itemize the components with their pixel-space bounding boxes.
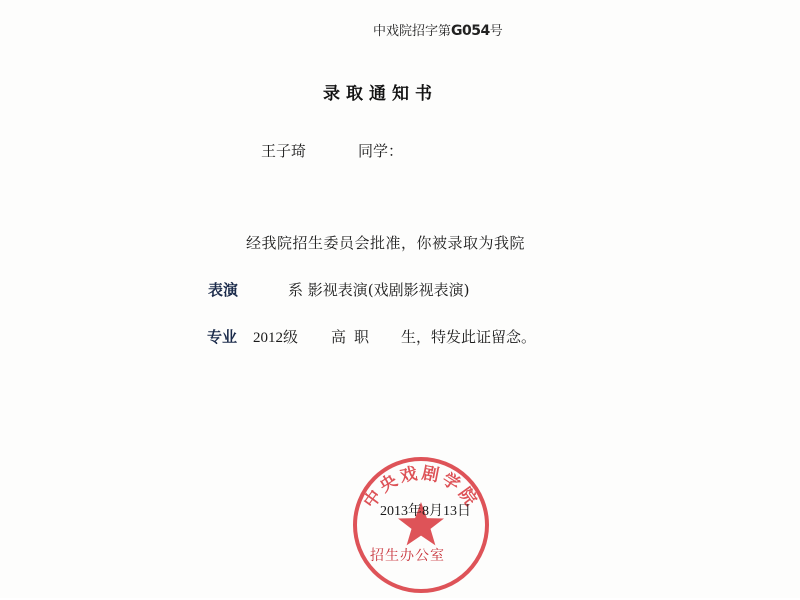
approval-text: 经我院招生委员会批准，你被录取为我院 xyxy=(246,234,526,252)
letter-title: 录取通知书 xyxy=(323,84,438,104)
department-text: 系 影视表演(戏剧影视表演) xyxy=(288,281,470,299)
grade-year: 2012级 xyxy=(253,330,299,346)
issue-date: 2013年8月13日 xyxy=(380,504,471,519)
closing-text: 生，特发此证留念。 xyxy=(401,328,537,346)
reference-code: G054 xyxy=(451,23,490,39)
education-level: 高职 xyxy=(331,328,378,346)
department-label: 表演 xyxy=(208,281,239,299)
issuing-office: 招生办公室 xyxy=(370,548,445,564)
greeting: 同学： xyxy=(358,142,404,160)
official-seal xyxy=(346,450,496,600)
seal-text: 中央戏剧学院 xyxy=(360,463,482,512)
reference-number xyxy=(373,20,503,39)
major-label: 专业 xyxy=(207,328,238,346)
reference-suffix: 号 xyxy=(489,24,503,39)
reference-prefix: 中戏院招字第 xyxy=(373,24,452,39)
student-name: 王子琦 xyxy=(261,142,307,160)
